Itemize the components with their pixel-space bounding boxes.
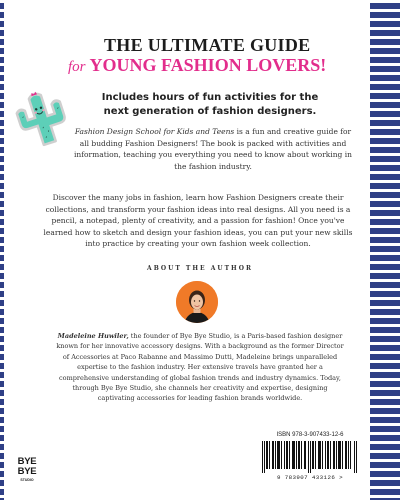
right-stripe-band: [370, 0, 400, 500]
subtitle: Includes hours of fun activities for the next generation of fashion designers.: [101, 92, 319, 117]
barcode-digits: 9 783907 433126 >: [277, 474, 343, 481]
description-paragraph: Discover the many jobs in fashion, learn how Fashion Designers create their collections, and transform your fashion ideas into real designs. All you need is a pencil, a notepad, plenty of creativity, and a passion for fashion! Once you've learned how to sketch and design your fashion ideas, you can put your new skills into practice by creating your own fashion week collection.: [43, 193, 353, 249]
headline-for-word: for: [68, 59, 86, 75]
isbn-label: ISBN 978-3-907433-12-6: [276, 432, 344, 438]
headline-line-2: [68, 55, 326, 76]
logo-line-3: STUDIO: [20, 478, 34, 482]
logo-line-1: BYE: [17, 456, 37, 467]
left-stripe-edge: [0, 0, 4, 500]
headline-pink-text: YOUNG FASHION LOVERS!: [89, 55, 327, 75]
intro-book-title: Fashion Design School for Kids and Teens: [74, 127, 235, 136]
logo-line-2: BYE: [17, 466, 37, 477]
author-photo: [176, 281, 218, 323]
about-author-heading: ABOUT THE AUTHOR: [147, 265, 253, 272]
author-bio-text: the founder of Bye Bye Studio, is a Paris-based fashion designer known for her innovative accessory designs. With a background as the former Director of Accessories at Paco Rabanne and Massimo Dutti, Madeleine brings unparalleled expertise to the fashion industry. Her extensive travels have granted her a comprehensive understanding of global fashion trends and industry dynamics. Today, through Bye Bye Studio, she channels her creativity and expertise, designing captivating accessories for leading fashion brands worldwide.: [56, 332, 344, 403]
publisher-logo: [13, 457, 41, 482]
intro-paragraph: [70, 126, 356, 172]
intro-text: is a fun and creative guide for all budding Fashion Designers! The book is packed with activities and information, teaching you everything you need to know about working in the fashion industry.: [74, 127, 352, 171]
author-bio: [56, 331, 344, 404]
cactus-illustration: [14, 88, 70, 150]
author-name: Madeleine Huwiler,: [57, 332, 129, 340]
barcode-icon: [262, 441, 358, 473]
headline-line-1: THE ULTIMATE GUIDE: [104, 35, 311, 55]
